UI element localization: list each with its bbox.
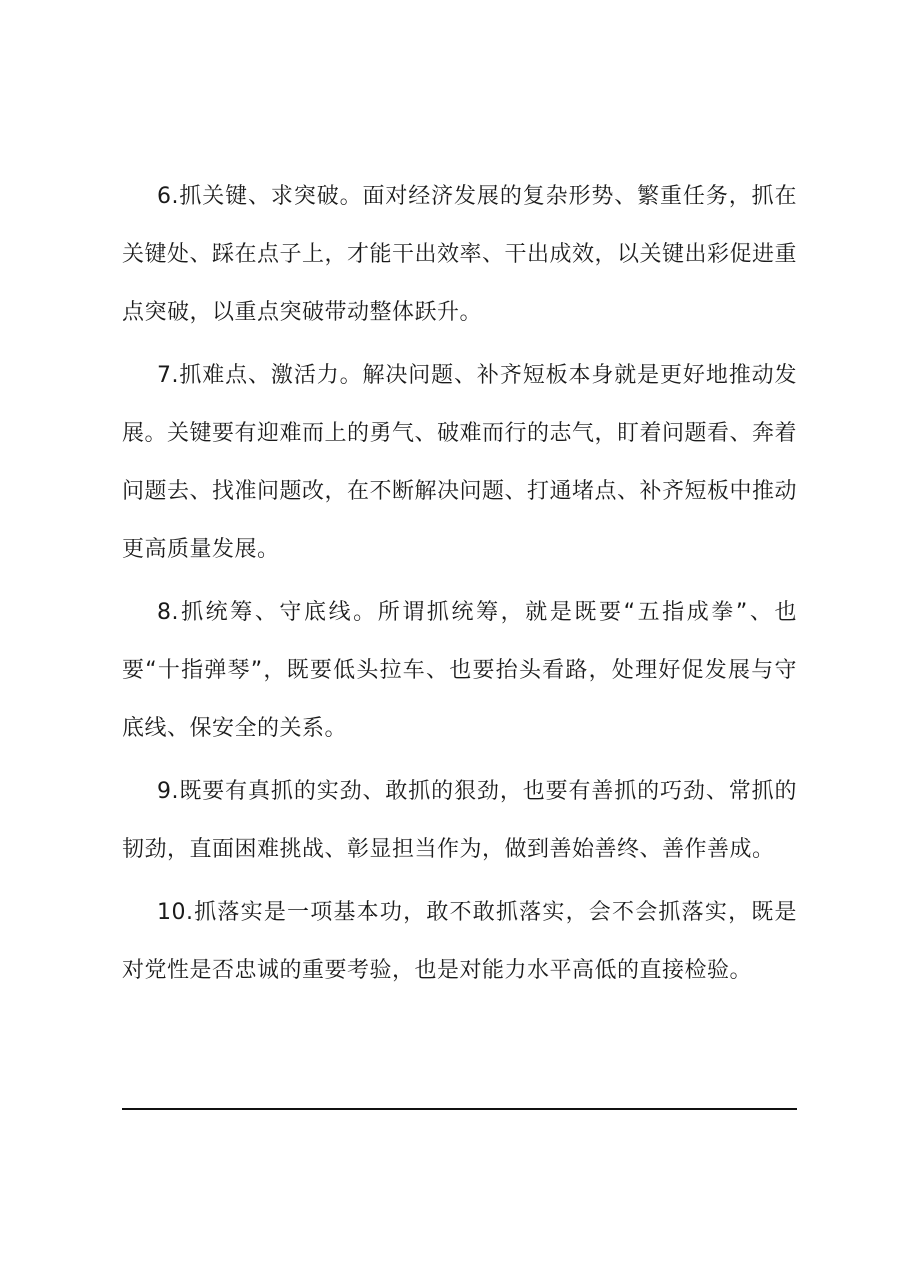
paragraph-7: 7.抓难点、激活力。解决问题、补齐短板本身就是更好地推动发展。关键要有迎难而上的勇气、破难而行的志气，盯着问题看、奔着问题去、找准问题改，在不断解决问题、打通堵点、补齐短板中推动更高质量发展。: [122, 363, 798, 562]
horizontal-divider: [122, 1108, 797, 1110]
paragraph-6: 6.抓关键、求突破。面对经济发展的复杂形势、繁重任务，抓在关键处、踩在点子上，才能干出效率、干出成效，以关键出彩促进重点突破，以重点突破带动整体跃升。: [122, 184, 798, 325]
paragraph-9: 9.既要有真抓的实劲、敢抓的狠劲，也要有善抓的巧劲、常抓的韧劲，直面困难挑战、彰显担当作为，做到善始善终、善作善成。: [122, 779, 797, 862]
document-body: [122, 168, 797, 1005]
paragraph-10: 10.抓落实是一项基本功，敢不敢抓落实，会不会抓落实，既是对党性是否忠诚的重要考验，也是对能力水平高低的直接检验。: [122, 900, 797, 983]
paragraph-8: 8.抓统筹、守底线。所谓抓统筹，就是既要“五指成拳”、也要“十指弹琴”，既要低头拉车、也要抬头看路，处理好促发展与守底线、保安全的关系。: [122, 600, 797, 741]
